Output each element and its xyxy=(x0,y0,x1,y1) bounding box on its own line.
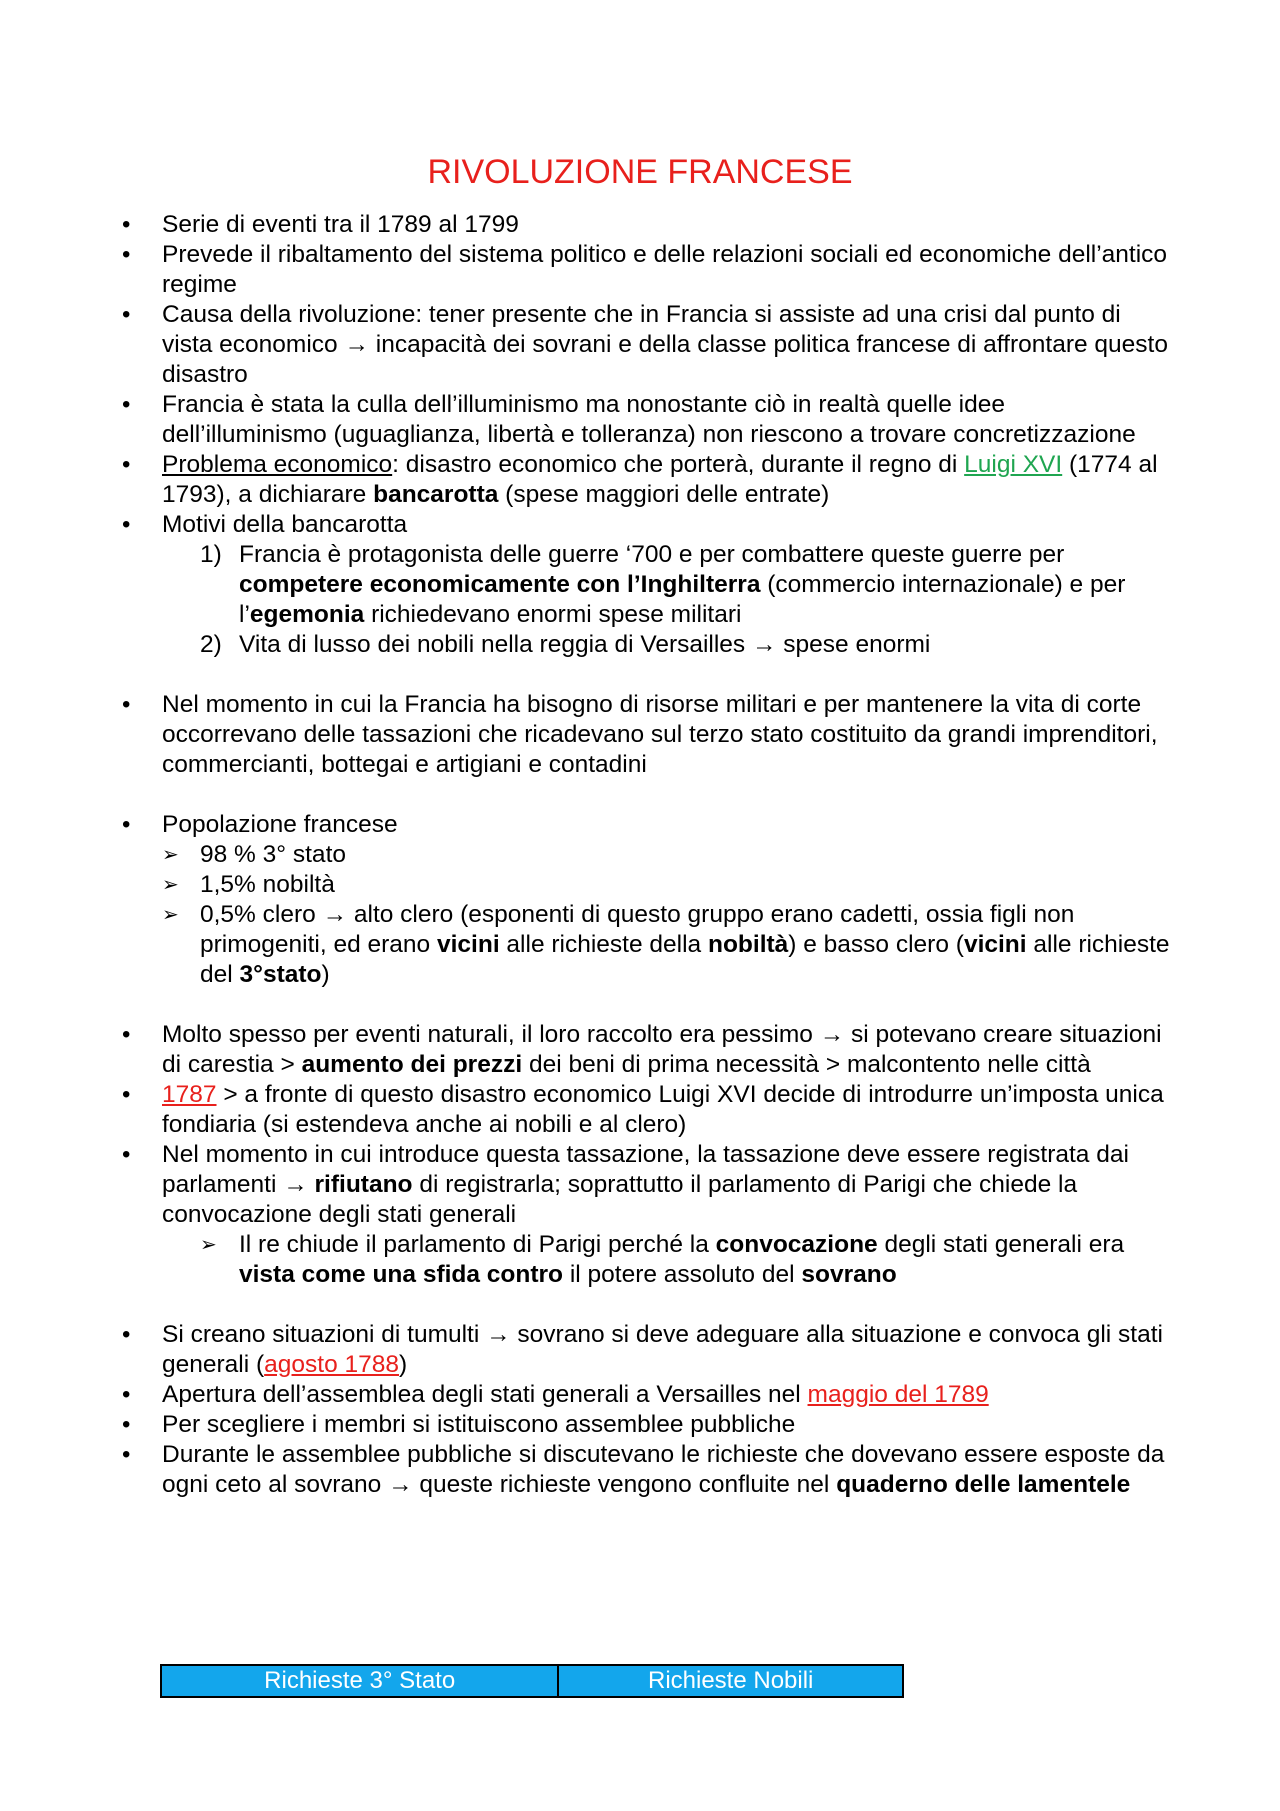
list-item: • Francia è stata la culla dell’illuminismo ma nonostante ciò in realtà quelle idee dell’illuminismo (uguaglianza, libertà e tolleranza) non riescono a trovare concretizzazione xyxy=(112,390,1172,450)
arrowhead-bullet-icon: ➢ xyxy=(200,1234,217,1256)
table-header-nobles: Richieste Nobili xyxy=(558,1665,903,1697)
table-header-row xyxy=(161,1665,903,1697)
list-item: • Durante le assemblee pubbliche si discutevano le richieste che dovevano essere esposte da ogni ceto al sovrano → queste richieste vengono confluite nel quaderno delle lamentele xyxy=(112,1440,1172,1500)
list-item: • Motivi della bancarotta xyxy=(112,510,1172,540)
list-item: • Problema economico: disastro economico che porterà, durante il regno di Luigi XVI (1774 al 1793), a dichiarare bancarotta (spese maggiori delle entrate) xyxy=(112,450,1172,510)
luigi-xvi-link[interactable]: Luigi XVI xyxy=(964,451,1063,478)
list-item: • Prevede il ribaltamento del sistema politico e delle relazioni sociali ed economiche dell’antico regime xyxy=(112,240,1172,300)
arrowhead-bullet-icon: ➢ xyxy=(162,874,179,896)
list-item: • Molto spesso per eventi naturali, il loro raccolto era pessimo → si potevano creare situazioni di carestia > aumento dei prezzi dei beni di prima necessità > malcontento nelle città xyxy=(112,1020,1172,1080)
page-title: RIVOLUZIONE FRANCESE xyxy=(427,153,853,191)
arrowhead-bullet-icon: ➢ xyxy=(162,844,179,866)
arrow-icon: → xyxy=(322,901,348,928)
list-item: • 1787 > a fronte di questo disastro economico Luigi XVI decide di introdurre un’imposta unica fondiaria (si estendeva anche ai nobili e al clero) xyxy=(112,1080,1172,1140)
requests-table xyxy=(160,1664,904,1698)
list-item: • Apertura dell’assemblea degli stati generali a Versailles nel maggio del 1789 xyxy=(112,1380,1172,1410)
arrowhead-bullet-icon: ➢ xyxy=(162,904,179,926)
date-link[interactable]: 1787 xyxy=(162,1081,217,1108)
list-item: • Popolazione francese xyxy=(112,810,1172,840)
table-header-third-estate: Richieste 3° Stato xyxy=(161,1665,558,1697)
arrow-icon: → xyxy=(283,1171,308,1198)
numbered-item: 1) Francia è protagonista delle guerre ‘700 e per combattere queste guerre per competere economicamente con l’Inghilterra (commercio internazionale) e per l’egemonia richiedevano enormi spese militari xyxy=(200,541,1126,628)
list-item: • Nel momento in cui introduce questa tassazione, la tassazione deve essere registrata dai parlamenti → rifiutano di registrarla; soprattutto il parlamento di Parigi che chiede la convocazione degli stati generali xyxy=(112,1140,1172,1230)
sub-item: ➢ 0,5% clero → alto clero (esponenti di questo gruppo erano cadetti, ossia figli non primogeniti, ed erano vicini alle richieste della nobiltà) e basso clero (vicini alle richieste del 3°stato) xyxy=(162,901,1170,988)
sub-item: ➢ 98 % 3° stato xyxy=(162,841,346,868)
date-link[interactable]: maggio del 1789 xyxy=(807,1381,989,1408)
sub-item: ➢ 1,5% nobiltà xyxy=(162,871,335,898)
list-item: • Causa della rivoluzione: tener presente che in Francia si assiste ad una crisi dal punto di vista economico → incapacità dei sovrani e della classe politica francese di affrontare questo disastro xyxy=(112,300,1172,390)
arrow-icon: → xyxy=(388,1471,413,1498)
date-link[interactable]: agosto 1788 xyxy=(264,1351,400,1378)
arrow-icon: → xyxy=(819,1021,845,1048)
list-item: • Serie di eventi tra il 1789 al 1799 xyxy=(112,210,1172,240)
arrow-icon: → xyxy=(486,1321,511,1348)
numbered-item: 2) Vita di lusso dei nobili nella reggia di Versailles → spese enormi xyxy=(200,631,931,658)
notes-body xyxy=(112,210,1172,1500)
list-item: • Si creano situazioni di tumulti → sovrano si deve adeguare alla situazione e convoca gli stati generali (agosto 1788) xyxy=(112,1320,1172,1380)
arrow-icon: → xyxy=(752,631,777,658)
sub-item: ➢ Il re chiude il parlamento di Parigi perché la convocazione degli stati generali era vista come una sfida contro il potere assoluto del sovrano xyxy=(200,1231,1125,1288)
list-item: • Nel momento in cui la Francia ha bisogno di risorse militari e per mantenere la vita di corte occorrevano delle tassazioni che ricadevano sul terzo stato costituito da grandi imprenditori, commercianti, bottegai e artigiani e contadini xyxy=(112,690,1172,780)
underlined-term: Problema economico xyxy=(162,451,393,478)
arrow-icon: → xyxy=(344,331,369,358)
list-item: • Per scegliere i membri si istituiscono assemblee pubbliche xyxy=(112,1410,1172,1440)
